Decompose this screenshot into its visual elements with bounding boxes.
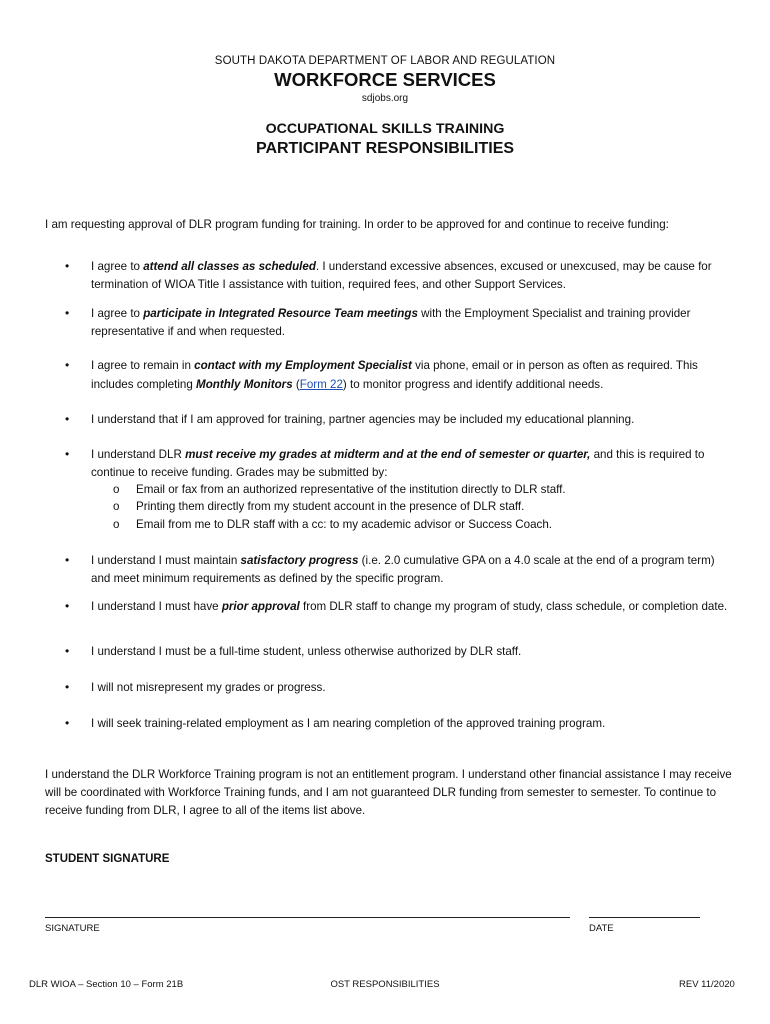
- emphasis-text: Monthly Monitors: [196, 378, 293, 391]
- section-subtitle: PARTICIPANT RESPONSIBILITIES: [255, 140, 515, 157]
- department-name: SOUTH DAKOTA DEPARTMENT OF LABOR AND REGULATION: [214, 55, 556, 67]
- bullet-marker: •: [65, 644, 70, 658]
- signature-line[interactable]: [45, 917, 570, 918]
- emphasis-text: participate in Integrated Resource Team meetings: [143, 307, 418, 320]
- emphasis-text: must receive my grades at midterm and at the end of semester or quarter,: [185, 448, 591, 461]
- page-title: WORKFORCE SERVICES: [274, 69, 496, 90]
- signature-section-title: STUDENT SIGNATURE: [45, 853, 170, 865]
- bullet-marker: •: [65, 716, 70, 730]
- emphasis-text: contact with my Employment Specialist: [194, 359, 412, 372]
- section-title: OCCUPATIONAL SKILLS TRAINING: [265, 121, 505, 137]
- document-header: [0, 55, 770, 158]
- closing-paragraph: I understand the DLR Workforce Training program is not an entitlement program. I understand other financial assistance I may receive will be coordinated with Workforce Training funds, and I am not guaranteed DLR funding from semester to semester. To continue to receive funding from DLR, I agree to all of the items list above.: [45, 768, 732, 817]
- sub-bullet-marker: o: [113, 483, 120, 496]
- website-text: sdjobs.org: [361, 93, 409, 104]
- bullet-marker: •: [65, 553, 70, 567]
- emphasis-text: attend all classes as scheduled: [143, 260, 316, 273]
- footer-title: OST RESPONSIBILITIES: [330, 979, 440, 990]
- bullet-marker: •: [65, 306, 70, 320]
- bullet-marker: •: [65, 412, 70, 426]
- sub-bullet-marker: o: [113, 517, 120, 531]
- date-label: DATE: [589, 923, 614, 934]
- bullet-marker: •: [65, 599, 70, 613]
- sub-list-item: o Email from me to DLR staff with a cc: to my academic advisor or Success Coach.: [91, 516, 736, 533]
- emphasis-text: satisfactory progress: [240, 554, 359, 567]
- form-22-link[interactable]: Form 22: [299, 378, 343, 391]
- date-line[interactable]: [589, 917, 700, 918]
- bullet-marker: •: [65, 680, 70, 694]
- bullet-marker: •: [65, 259, 70, 273]
- intro-paragraph: I am requesting approval of DLR program funding for training. In order to be approved for and continue to receive funding:: [45, 218, 669, 231]
- bullet-marker: •: [65, 447, 70, 461]
- sub-list-item: o Printing them directly from my student account in the presence of DLR staff.: [91, 498, 736, 515]
- sub-bullet-marker: o: [113, 500, 120, 514]
- footer-revision: REV 11/2020: [679, 979, 735, 990]
- sub-list-item: o Email or fax from an authorized representative of the institution directly to DLR staff.: [91, 481, 736, 498]
- signature-label: SIGNATURE: [45, 923, 100, 934]
- bullet-marker: •: [65, 358, 70, 372]
- footer-form-id: DLR WIOA – Section 10 – Form 21B: [29, 979, 184, 990]
- emphasis-text: prior approval: [221, 600, 300, 613]
